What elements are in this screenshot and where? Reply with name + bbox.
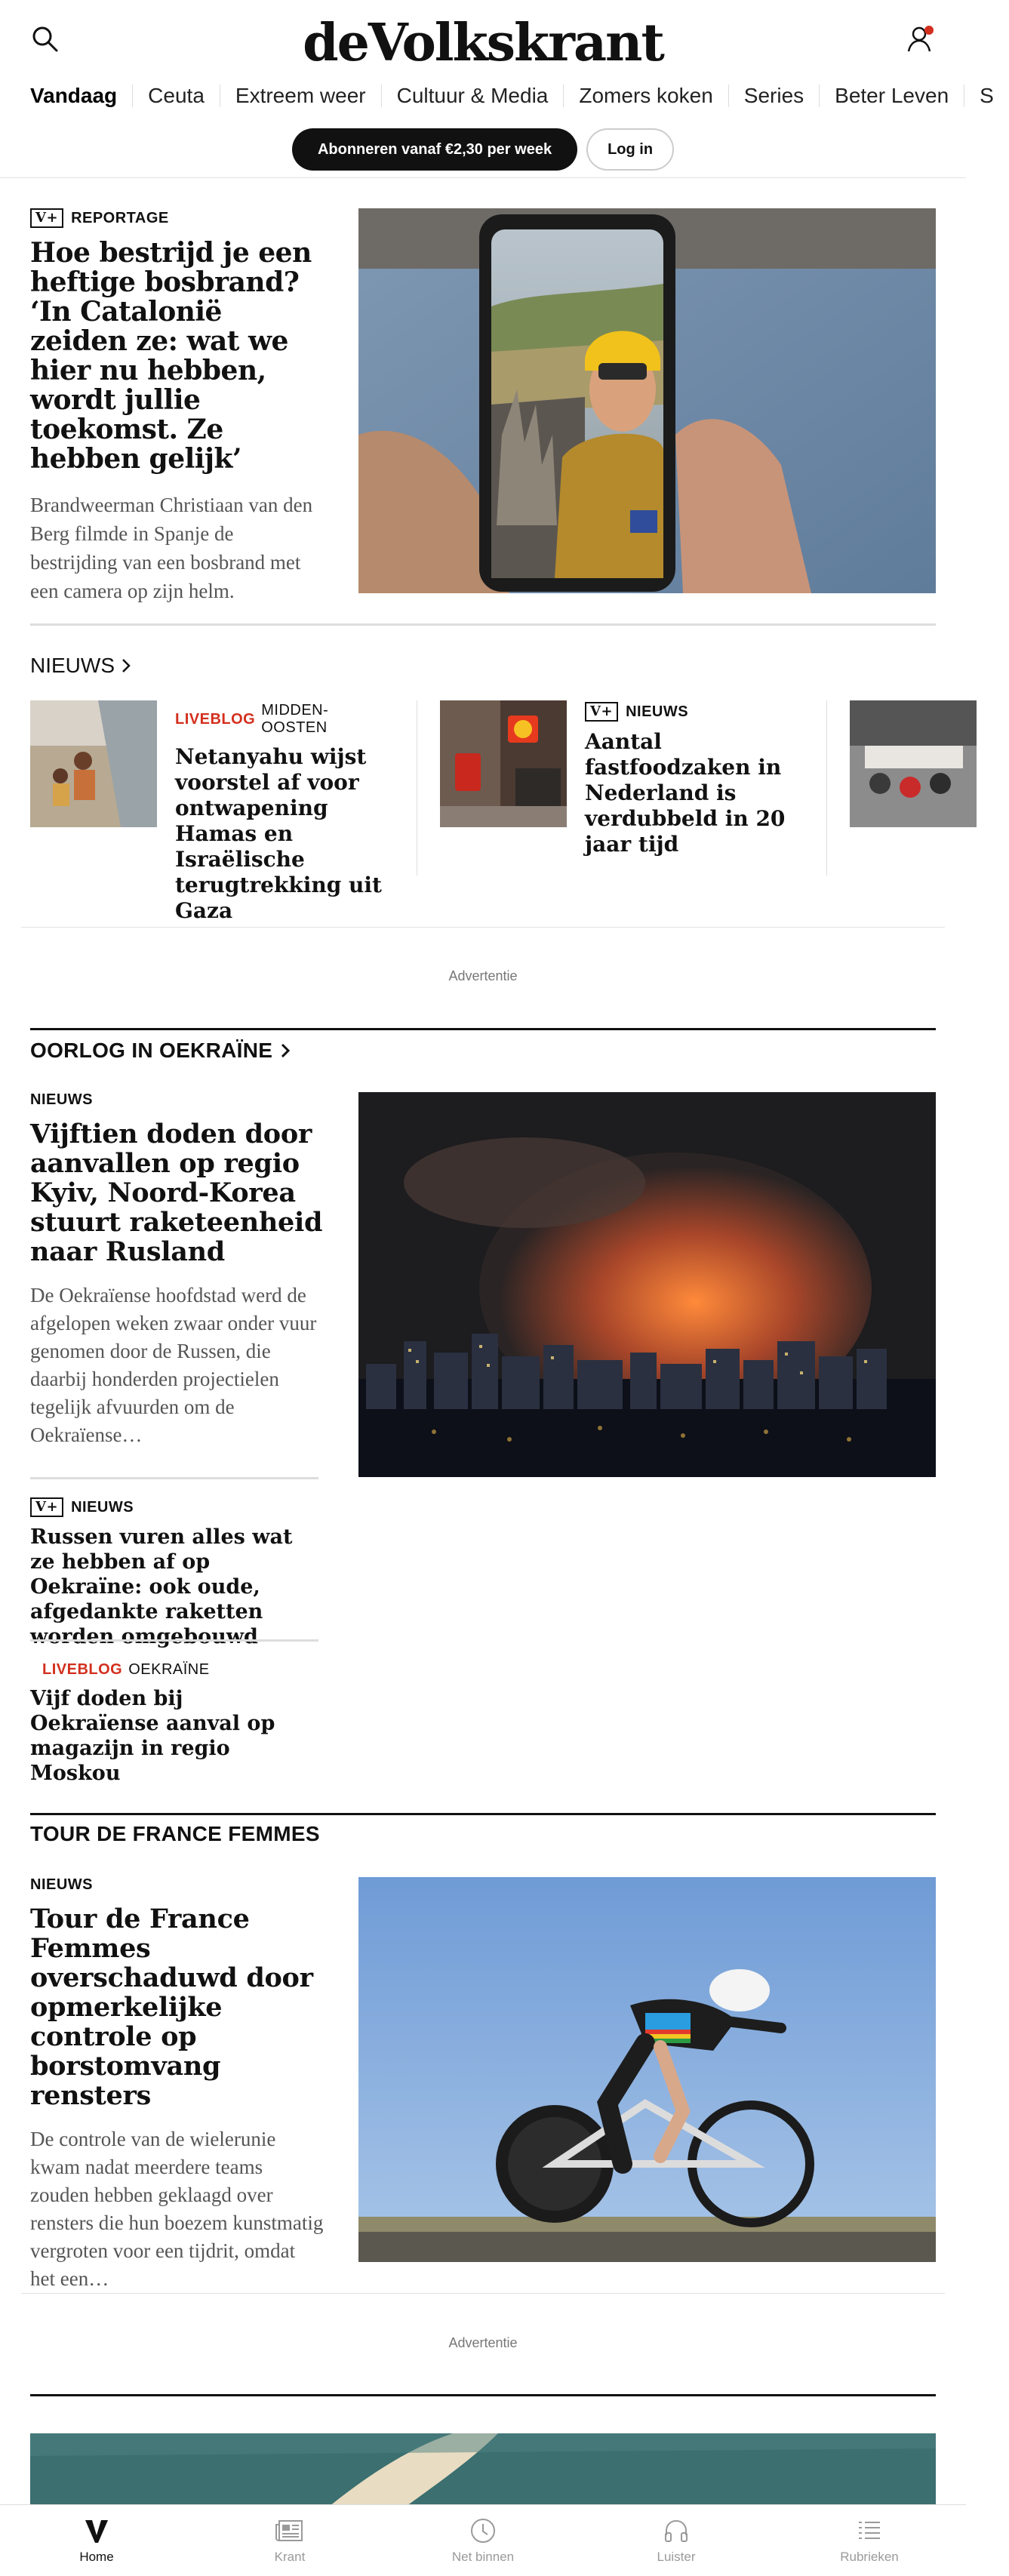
account-button[interactable] xyxy=(904,23,937,56)
ukraine-section-link[interactable] xyxy=(30,1039,292,1063)
newspaper-icon xyxy=(275,2516,305,2545)
nav-item-more[interactable]: S xyxy=(964,85,1009,107)
section-rule xyxy=(30,1813,936,1815)
hero-description: Brandweerman Christiaan van den Berg filmde in Spanje de bestrijding van een bosbrand met een camera op zijn helm. xyxy=(30,494,313,602)
cyclist-image xyxy=(358,1877,936,2262)
liveblog-label: LIVEBLOG xyxy=(175,710,256,728)
article-title[interactable]: Vijftien doden door aanvallen op regio Kyiv, Noord-Korea stuurt raketeenheid naar Rusland xyxy=(30,1119,323,1267)
advert-label: Advertentie xyxy=(448,2335,518,2350)
tab-luister[interactable] xyxy=(580,2505,773,2576)
nav-item-ceuta[interactable]: Ceuta xyxy=(132,85,220,107)
vplus-badge: V+ xyxy=(30,208,63,228)
nav-item-extreem-weer[interactable]: Extreem weer xyxy=(220,85,381,107)
tour-section-title[interactable]: TOUR DE FRANCE FEMMES xyxy=(30,1822,320,1845)
article-kicker xyxy=(30,1497,318,1517)
tab-label: Rubrieken xyxy=(840,2550,899,2564)
article-title[interactable]: Vijf doden bij Oekraïense aanval op magazijn in regio Moskou xyxy=(30,1687,275,1785)
related-article[interactable] xyxy=(30,1477,318,1649)
hero-kicker xyxy=(30,208,325,228)
kicker-label: MIDDEN-OOSTEN xyxy=(261,702,329,736)
section-divider xyxy=(21,927,945,928)
section-divider xyxy=(30,623,936,626)
tab-label: Home xyxy=(79,2550,114,2564)
article-kicker xyxy=(30,1660,318,1679)
site-header xyxy=(0,0,994,178)
tab-label: Net binnen xyxy=(451,2550,515,2564)
article-text xyxy=(585,700,804,876)
article-kicker xyxy=(585,700,804,722)
nav-item-beter-leven[interactable]: Beter Leven xyxy=(819,85,964,107)
article-kicker: NIEUWS xyxy=(30,1091,93,1108)
list-icon xyxy=(856,2516,883,2545)
article-thumbnail xyxy=(30,700,157,827)
advert-label: Advertentie xyxy=(448,968,518,983)
nieuws-section-link[interactable] xyxy=(30,654,133,678)
clock-icon xyxy=(469,2516,497,2545)
nav-item-zomers-koken[interactable]: Zomers koken xyxy=(563,85,728,107)
city-fire-image xyxy=(358,1092,936,1477)
article-thumbnail xyxy=(850,700,977,827)
ukraine-article-image[interactable] xyxy=(358,1092,936,1477)
article-description: De controle van de wielerunie kwam nadat meerdere teams zouden hebben geklaagd over rensters die hun boezem kunstmatig vergroten voor een tijdrit, omdat het een… xyxy=(30,2128,324,2290)
article-text xyxy=(175,700,394,923)
news-strip xyxy=(30,700,966,923)
article-thumbnail xyxy=(440,700,567,827)
bottom-tab-bar xyxy=(0,2504,966,2576)
ukraine-main-article[interactable] xyxy=(30,1091,325,1449)
hero-article[interactable] xyxy=(30,208,325,605)
article-kicker: NIEUWS xyxy=(30,1876,93,1893)
section-rule xyxy=(30,2394,936,2396)
article-title[interactable]: Tour de France Femmes overschaduwd door opmerkelijke controle op borstomvang rensters xyxy=(30,1904,313,2111)
tour-article-image[interactable] xyxy=(358,1877,936,2262)
list-item[interactable] xyxy=(440,700,827,876)
article-description: De Oekraïense hoofdstad werd de afgelopen weken zwaar onder vuur genomen door de Russen, die daarbij honderden projectielen tegelijk afvuurden om de Oekraïense… xyxy=(30,1284,317,1446)
tab-rubrieken[interactable] xyxy=(773,2505,966,2576)
liveblog-label: LIVEBLOG xyxy=(42,1661,123,1678)
nav-item-series[interactable]: Series xyxy=(728,85,819,107)
vplus-badge: V+ xyxy=(585,702,618,722)
tab-label: Luister xyxy=(657,2550,696,2564)
list-item[interactable] xyxy=(850,700,999,876)
kicker-label: OEKRAÏNE xyxy=(128,1661,210,1678)
login-button[interactable]: Log in xyxy=(586,128,674,171)
section-title: OORLOG IN OEKRAÏNE xyxy=(30,1039,273,1062)
vplus-badge: V+ xyxy=(30,1497,63,1517)
headphones-icon xyxy=(663,2516,690,2545)
hero-title[interactable]: Hoe bestrijd je een heftige bosbrand? ‘In Catalonië zeiden ze: wat we hier nu hebben, wordt jullie toekomst. Ze hebben gelijk’ xyxy=(30,237,312,475)
tab-krant[interactable] xyxy=(193,2505,386,2576)
kicker-label: NIEUWS xyxy=(626,703,689,720)
tour-main-article[interactable] xyxy=(30,1876,325,2293)
site-logo[interactable]: deVolkskrant xyxy=(303,13,663,73)
subscribe-button[interactable]: Abonneren vanaf €2,30 per week xyxy=(292,128,577,171)
article-title[interactable]: Aantal fastfoodzaken in Nederland is verdubbeld in 20 jaar tijd xyxy=(585,729,786,857)
article-kicker xyxy=(175,700,394,737)
tab-label: Krant xyxy=(274,2550,306,2564)
kicker-label: REPORTAGE xyxy=(71,209,169,226)
article-title[interactable]: Netanyahu wijst voorstel af voor ontwapening Hamas en Israëlische terugtrekking uit Gaza xyxy=(175,744,382,923)
user-icon xyxy=(904,23,937,56)
section-nav xyxy=(30,78,994,113)
article-title[interactable]: Russen vuren alles wat ze hebben af op Oekraïne: ook oude, afgedankte raketten worden omgebouwd xyxy=(30,1525,293,1648)
nav-item-cultuur-media[interactable]: Cultuur & Media xyxy=(381,85,564,107)
section-rule xyxy=(30,1028,936,1030)
v-logo-icon xyxy=(83,2516,110,2545)
firefighter-phone-image xyxy=(358,208,936,593)
kicker-label: NIEUWS xyxy=(71,1498,134,1516)
nav-item-vandaag[interactable]: Vandaag xyxy=(30,84,118,107)
list-item[interactable] xyxy=(30,700,417,923)
cta-bar xyxy=(0,128,966,171)
tab-net-binnen[interactable] xyxy=(386,2505,580,2576)
hero-image[interactable] xyxy=(358,208,936,593)
chevron-right-icon xyxy=(119,657,133,674)
section-title: NIEUWS xyxy=(30,654,115,677)
tab-home[interactable] xyxy=(0,2505,193,2576)
section-divider xyxy=(21,2293,945,2294)
chevron-right-icon xyxy=(278,1042,292,1059)
related-article[interactable] xyxy=(30,1639,318,1786)
